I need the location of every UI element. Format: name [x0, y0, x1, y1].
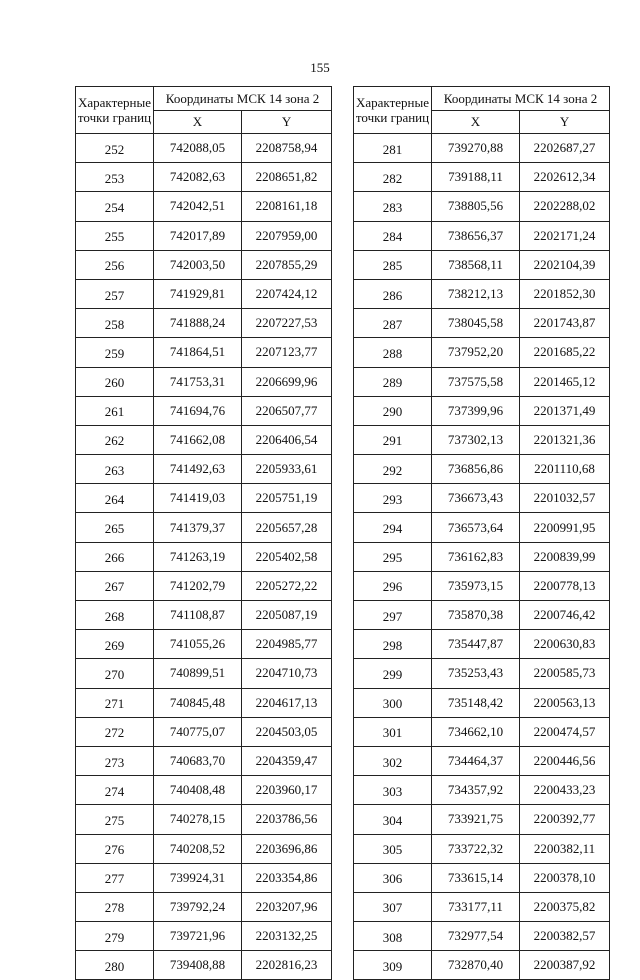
- table-row: [76, 892, 332, 921]
- y-coordinate-cell: 2206699,96: [242, 367, 332, 396]
- x-coordinate-cell: 742088,05: [154, 134, 242, 163]
- table-row: [354, 805, 610, 834]
- x-coordinate-cell: 740775,07: [154, 717, 242, 746]
- table-row: [76, 863, 332, 892]
- y-coordinate-cell: 2200392,77: [520, 805, 610, 834]
- y-coordinate-cell: 2203354,86: [242, 863, 332, 892]
- y-coordinate-cell: 2204359,47: [242, 746, 332, 775]
- point-number-cell: 280: [76, 951, 154, 980]
- table-row: [354, 922, 610, 951]
- y-coordinate-cell: 2200387,92: [520, 951, 610, 980]
- x-coordinate-cell: 736573,64: [432, 513, 520, 542]
- point-number-cell: 300: [354, 688, 432, 717]
- point-number-cell: 266: [76, 542, 154, 571]
- page-number: 155: [310, 60, 330, 75]
- point-number-cell: 296: [354, 571, 432, 600]
- y-coordinate-cell: 2201321,36: [520, 425, 610, 454]
- table-row: [76, 250, 332, 279]
- coordinates-table-left: [75, 86, 332, 980]
- point-number-cell: 292: [354, 455, 432, 484]
- table-row: [354, 571, 610, 600]
- x-coordinate-cell: 741694,76: [154, 396, 242, 425]
- point-number-cell: 273: [76, 746, 154, 775]
- y-coordinate-cell: 2200991,95: [520, 513, 610, 542]
- x-coordinate-cell: 735447,87: [432, 630, 520, 659]
- table-row: [76, 630, 332, 659]
- x-coordinate-cell: 736673,43: [432, 484, 520, 513]
- x-coordinate-cell: 740208,52: [154, 834, 242, 863]
- y-coordinate-cell: 2202816,23: [242, 951, 332, 980]
- table-row: [76, 455, 332, 484]
- x-coordinate-cell: 739408,88: [154, 951, 242, 980]
- table-row: [76, 338, 332, 367]
- x-coordinate-cell: 741662,08: [154, 425, 242, 454]
- point-number-cell: 272: [76, 717, 154, 746]
- x-coordinate-cell: 738212,13: [432, 279, 520, 308]
- point-number-cell: 269: [76, 630, 154, 659]
- point-number-cell: 294: [354, 513, 432, 542]
- point-number-cell: 262: [76, 425, 154, 454]
- y-coordinate-cell: 2203696,86: [242, 834, 332, 863]
- y-coordinate-cell: 2205933,61: [242, 455, 332, 484]
- point-number-cell: 259: [76, 338, 154, 367]
- point-number-cell: 289: [354, 367, 432, 396]
- point-number-cell: 275: [76, 805, 154, 834]
- x-coordinate-cell: 739188,11: [432, 163, 520, 192]
- x-coordinate-cell: 741263,19: [154, 542, 242, 571]
- table-row: [76, 309, 332, 338]
- point-number-cell: 267: [76, 571, 154, 600]
- point-number-cell: 279: [76, 922, 154, 951]
- point-number-cell: 253: [76, 163, 154, 192]
- y-coordinate-cell: 2200585,73: [520, 659, 610, 688]
- x-coordinate-cell: 735973,15: [432, 571, 520, 600]
- points-column-header: Характерные точки границ: [76, 87, 154, 134]
- y-coordinate-cell: 2202612,34: [520, 163, 610, 192]
- table-row: [76, 542, 332, 571]
- table-row: [354, 309, 610, 338]
- table-row: [76, 746, 332, 775]
- y-coordinate-cell: 2202171,24: [520, 221, 610, 250]
- coordinate-system-header: Координаты МСК 14 зона 2: [154, 87, 332, 111]
- table-row: [76, 396, 332, 425]
- x-coordinate-cell: 741929,81: [154, 279, 242, 308]
- x-coordinate-cell: 740845,48: [154, 688, 242, 717]
- y-coordinate-cell: 2206507,77: [242, 396, 332, 425]
- point-number-cell: 288: [354, 338, 432, 367]
- point-number-cell: 295: [354, 542, 432, 571]
- y-coordinate-cell: 2200746,42: [520, 601, 610, 630]
- point-number-cell: 276: [76, 834, 154, 863]
- x-coordinate-cell: 740683,70: [154, 746, 242, 775]
- point-number-cell: 283: [354, 192, 432, 221]
- x-column-header: X: [432, 111, 520, 134]
- point-number-cell: 287: [354, 309, 432, 338]
- table-row: [354, 163, 610, 192]
- x-coordinate-cell: 742017,89: [154, 221, 242, 250]
- table-row: [354, 484, 610, 513]
- table-row: [354, 396, 610, 425]
- points-column-header: Характерные точки границ: [354, 87, 432, 134]
- point-number-cell: 256: [76, 250, 154, 279]
- table-row: [76, 484, 332, 513]
- y-coordinate-cell: 2201852,30: [520, 279, 610, 308]
- table-row: [354, 688, 610, 717]
- x-coordinate-cell: 737575,58: [432, 367, 520, 396]
- table-body-left: [76, 134, 332, 980]
- y-coordinate-cell: 2208161,18: [242, 192, 332, 221]
- point-number-cell: 306: [354, 863, 432, 892]
- table-row: [354, 834, 610, 863]
- point-number-cell: 293: [354, 484, 432, 513]
- point-number-cell: 297: [354, 601, 432, 630]
- y-coordinate-cell: 2207424,12: [242, 279, 332, 308]
- table-row: [354, 892, 610, 921]
- x-coordinate-cell: 740408,48: [154, 776, 242, 805]
- x-coordinate-cell: 734662,10: [432, 717, 520, 746]
- table-row: [354, 192, 610, 221]
- y-coordinate-cell: 2204617,13: [242, 688, 332, 717]
- x-coordinate-cell: 738045,58: [432, 309, 520, 338]
- point-number-cell: 263: [76, 455, 154, 484]
- y-coordinate-cell: 2205657,28: [242, 513, 332, 542]
- table-row: [354, 630, 610, 659]
- point-number-cell: 299: [354, 659, 432, 688]
- table-body-right: [354, 134, 610, 980]
- x-coordinate-cell: 742042,51: [154, 192, 242, 221]
- point-number-cell: 268: [76, 601, 154, 630]
- table-row: [76, 163, 332, 192]
- y-coordinate-cell: 2201371,49: [520, 396, 610, 425]
- x-coordinate-cell: 742003,50: [154, 250, 242, 279]
- table-row: [76, 601, 332, 630]
- table-row: [354, 367, 610, 396]
- y-coordinate-cell: 2206406,54: [242, 425, 332, 454]
- x-coordinate-cell: 737302,13: [432, 425, 520, 454]
- x-coordinate-cell: 739270,88: [432, 134, 520, 163]
- point-number-cell: 254: [76, 192, 154, 221]
- x-coordinate-cell: 735253,43: [432, 659, 520, 688]
- table-row: [354, 659, 610, 688]
- table-row: [354, 776, 610, 805]
- point-number-cell: 270: [76, 659, 154, 688]
- x-coordinate-cell: 738805,56: [432, 192, 520, 221]
- table-row: [76, 688, 332, 717]
- point-number-cell: 277: [76, 863, 154, 892]
- point-number-cell: 271: [76, 688, 154, 717]
- table-row: [354, 863, 610, 892]
- x-coordinate-cell: 735870,38: [432, 601, 520, 630]
- x-coordinate-cell: 741379,37: [154, 513, 242, 542]
- point-number-cell: 265: [76, 513, 154, 542]
- table-row: [354, 455, 610, 484]
- y-coordinate-cell: 2205751,19: [242, 484, 332, 513]
- y-coordinate-cell: 2200839,99: [520, 542, 610, 571]
- table-row: [76, 834, 332, 863]
- y-coordinate-cell: 2202104,39: [520, 250, 610, 279]
- table-row: [354, 221, 610, 250]
- table-row: [76, 951, 332, 980]
- x-coordinate-cell: 742082,63: [154, 163, 242, 192]
- x-coordinate-cell: 738568,11: [432, 250, 520, 279]
- table-row: [354, 425, 610, 454]
- x-coordinate-cell: 741492,63: [154, 455, 242, 484]
- x-coordinate-cell: 733722,32: [432, 834, 520, 863]
- point-number-cell: 255: [76, 221, 154, 250]
- y-coordinate-cell: 2207959,00: [242, 221, 332, 250]
- y-coordinate-cell: 2200375,82: [520, 892, 610, 921]
- y-coordinate-cell: 2200433,23: [520, 776, 610, 805]
- x-coordinate-cell: 741055,26: [154, 630, 242, 659]
- y-coordinate-cell: 2201110,68: [520, 455, 610, 484]
- y-coordinate-cell: 2201032,57: [520, 484, 610, 513]
- x-coordinate-cell: 739792,24: [154, 892, 242, 921]
- point-number-cell: 257: [76, 279, 154, 308]
- y-coordinate-cell: 2200563,13: [520, 688, 610, 717]
- y-column-header: Y: [520, 111, 610, 134]
- x-coordinate-cell: 741202,79: [154, 571, 242, 600]
- x-coordinate-cell: 733921,75: [432, 805, 520, 834]
- table-row: [76, 717, 332, 746]
- x-coordinate-cell: 740899,51: [154, 659, 242, 688]
- table-row: [76, 571, 332, 600]
- table-row: [354, 250, 610, 279]
- x-coordinate-cell: 737952,20: [432, 338, 520, 367]
- y-coordinate-cell: 2208758,94: [242, 134, 332, 163]
- table-row: [76, 279, 332, 308]
- x-coordinate-cell: 737399,96: [432, 396, 520, 425]
- y-coordinate-cell: 2203786,56: [242, 805, 332, 834]
- y-coordinate-cell: 2204710,73: [242, 659, 332, 688]
- table-row: [354, 601, 610, 630]
- point-number-cell: 282: [354, 163, 432, 192]
- point-number-cell: 281: [354, 134, 432, 163]
- point-number-cell: 260: [76, 367, 154, 396]
- x-coordinate-cell: 741864,51: [154, 338, 242, 367]
- y-coordinate-cell: 2205272,22: [242, 571, 332, 600]
- x-coordinate-cell: 736162,83: [432, 542, 520, 571]
- y-coordinate-cell: 2200382,11: [520, 834, 610, 863]
- y-coordinate-cell: 2203132,25: [242, 922, 332, 951]
- y-coordinate-cell: 2201465,12: [520, 367, 610, 396]
- table-row: [76, 192, 332, 221]
- point-number-cell: 304: [354, 805, 432, 834]
- x-coordinate-cell: 739924,31: [154, 863, 242, 892]
- table-row: [354, 951, 610, 980]
- y-coordinate-cell: 2205087,19: [242, 601, 332, 630]
- table-row: [76, 134, 332, 163]
- table-row: [354, 134, 610, 163]
- y-coordinate-cell: 2202687,27: [520, 134, 610, 163]
- coordinates-table-right: [353, 86, 610, 980]
- point-number-cell: 285: [354, 250, 432, 279]
- x-coordinate-cell: 740278,15: [154, 805, 242, 834]
- table-row: [354, 338, 610, 367]
- table-row: [76, 513, 332, 542]
- x-column-header: X: [154, 111, 242, 134]
- x-coordinate-cell: 733615,14: [432, 863, 520, 892]
- y-coordinate-cell: 2204503,05: [242, 717, 332, 746]
- y-coordinate-cell: 2203960,17: [242, 776, 332, 805]
- y-coordinate-cell: 2204985,77: [242, 630, 332, 659]
- point-number-cell: 290: [354, 396, 432, 425]
- point-number-cell: 274: [76, 776, 154, 805]
- table-row: [354, 513, 610, 542]
- point-number-cell: 301: [354, 717, 432, 746]
- x-coordinate-cell: 739721,96: [154, 922, 242, 951]
- y-coordinate-cell: 2200778,13: [520, 571, 610, 600]
- x-coordinate-cell: 732870,40: [432, 951, 520, 980]
- point-number-cell: 305: [354, 834, 432, 863]
- table-row: [76, 776, 332, 805]
- point-number-cell: 264: [76, 484, 154, 513]
- x-coordinate-cell: 733177,11: [432, 892, 520, 921]
- point-number-cell: 308: [354, 922, 432, 951]
- point-number-cell: 303: [354, 776, 432, 805]
- point-number-cell: 286: [354, 279, 432, 308]
- y-coordinate-cell: 2200378,10: [520, 863, 610, 892]
- table-row: [76, 805, 332, 834]
- point-number-cell: 309: [354, 951, 432, 980]
- y-coordinate-cell: 2200446,56: [520, 746, 610, 775]
- x-coordinate-cell: 735148,42: [432, 688, 520, 717]
- table-row: [76, 367, 332, 396]
- y-coordinate-cell: 2207123,77: [242, 338, 332, 367]
- y-coordinate-cell: 2201743,87: [520, 309, 610, 338]
- x-coordinate-cell: 736856,86: [432, 455, 520, 484]
- point-number-cell: 302: [354, 746, 432, 775]
- table-row: [354, 717, 610, 746]
- point-number-cell: 261: [76, 396, 154, 425]
- table-row: [354, 279, 610, 308]
- y-coordinate-cell: 2202288,02: [520, 192, 610, 221]
- table-row: [76, 659, 332, 688]
- x-coordinate-cell: 741108,87: [154, 601, 242, 630]
- point-number-cell: 307: [354, 892, 432, 921]
- y-coordinate-cell: 2200474,57: [520, 717, 610, 746]
- x-coordinate-cell: 741888,24: [154, 309, 242, 338]
- y-coordinate-cell: 2201685,22: [520, 338, 610, 367]
- x-coordinate-cell: 741753,31: [154, 367, 242, 396]
- x-coordinate-cell: 732977,54: [432, 922, 520, 951]
- y-coordinate-cell: 2200630,83: [520, 630, 610, 659]
- y-coordinate-cell: 2203207,96: [242, 892, 332, 921]
- table-row: [76, 425, 332, 454]
- y-column-header: Y: [242, 111, 332, 134]
- y-coordinate-cell: 2207855,29: [242, 250, 332, 279]
- point-number-cell: 291: [354, 425, 432, 454]
- y-coordinate-cell: 2208651,82: [242, 163, 332, 192]
- table-row: [76, 922, 332, 951]
- x-coordinate-cell: 734464,37: [432, 746, 520, 775]
- y-coordinate-cell: 2207227,53: [242, 309, 332, 338]
- table-row: [354, 746, 610, 775]
- y-coordinate-cell: 2205402,58: [242, 542, 332, 571]
- coordinate-system-header: Координаты МСК 14 зона 2: [432, 87, 610, 111]
- point-number-cell: 258: [76, 309, 154, 338]
- point-number-cell: 278: [76, 892, 154, 921]
- x-coordinate-cell: 741419,03: [154, 484, 242, 513]
- x-coordinate-cell: 734357,92: [432, 776, 520, 805]
- point-number-cell: 284: [354, 221, 432, 250]
- x-coordinate-cell: 738656,37: [432, 221, 520, 250]
- table-row: [76, 221, 332, 250]
- point-number-cell: 298: [354, 630, 432, 659]
- y-coordinate-cell: 2200382,57: [520, 922, 610, 951]
- table-row: [354, 542, 610, 571]
- point-number-cell: 252: [76, 134, 154, 163]
